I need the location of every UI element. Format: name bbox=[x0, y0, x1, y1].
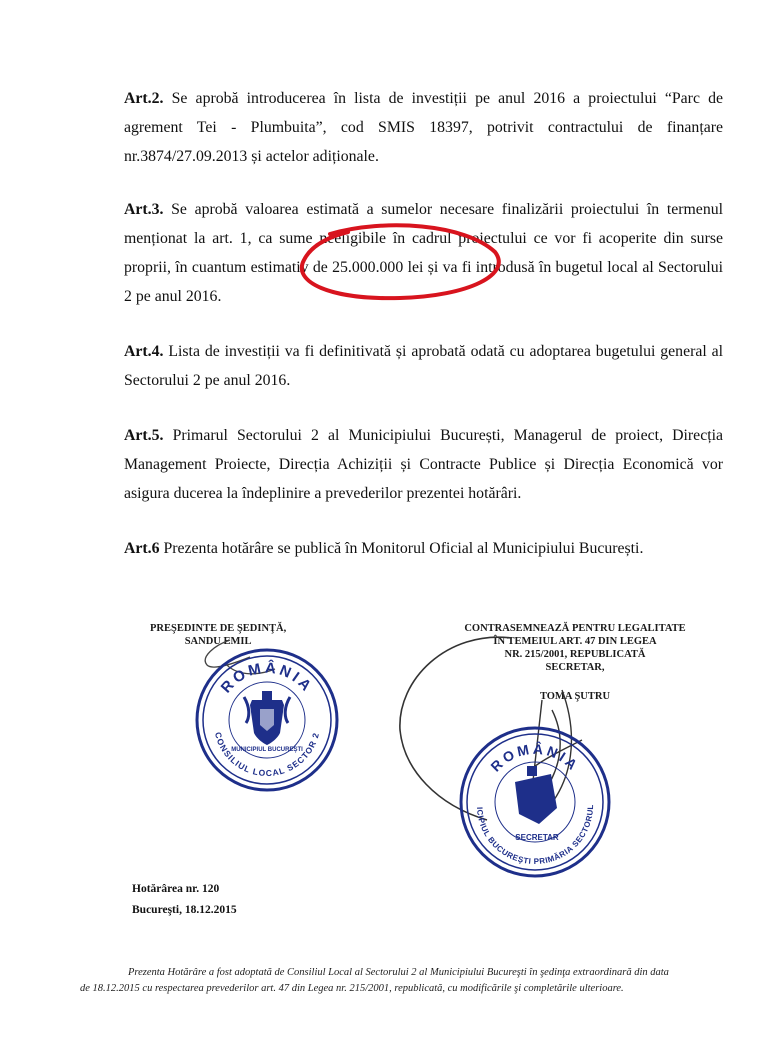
countersign-law-number: NR. 215/2001, REPUBLICATĂ bbox=[504, 649, 646, 660]
article-5 bbox=[80, 421, 723, 508]
article-number: Art.4. bbox=[124, 343, 164, 360]
decision-number: Hotărârea nr. 120 bbox=[132, 883, 220, 895]
countersign-title: CONTRASEMNEAZĂ PENTRU LEGALITATE bbox=[464, 623, 686, 634]
stamp-top-text: ROMÂNIA bbox=[487, 740, 583, 775]
stamp-inner-text: SECRETAR bbox=[515, 833, 559, 842]
right-official-stamp bbox=[451, 715, 615, 882]
article-number: Art.2. bbox=[124, 90, 164, 107]
adoption-footnote bbox=[80, 965, 760, 997]
article-text: Primarul Sectorului 2 al Municipiului București, Managerul de proiect, Direcția Management Proiecte, Direcția Achiziții și Contracte Publice și Direcția Economică vor asigura ducerea la îndeplinire a prevederilor prezentei hotărâri. bbox=[124, 427, 723, 502]
red-ellipse-annotation bbox=[290, 222, 505, 302]
footnote-line-2: de 18.12.2015 cu respectarea prevederilor art. 47 din Legea nr. 215/2001, republicată, cu modificările şi completările ulterioare. bbox=[80, 983, 624, 994]
stamp-bottom-text: CONSILIUL LOCAL SECTOR 2 bbox=[212, 730, 322, 779]
stamp-top-text: ROMÂNIA bbox=[217, 659, 317, 697]
secretary-name: TOMA ŞUTRU bbox=[539, 691, 611, 702]
article-text: Prezenta hotărâre se publică în Monitorul Oficial al Municipiului București. bbox=[159, 540, 644, 557]
countersign-law: ÎN TEMEIUL ART. 47 DIN LEGEA bbox=[493, 636, 657, 647]
article-number: Art.3. bbox=[124, 201, 164, 218]
secretary-title: SECRETAR, bbox=[545, 662, 605, 673]
president-title: PREŞEDINTE DE ŞEDINŢĂ, bbox=[150, 623, 287, 634]
decision-place-date: Bucureşti, 18.12.2015 bbox=[132, 904, 237, 916]
footnote-line-1: Prezenta Hotărâre a fost adoptată de Consiliul Local al Sectorului 2 al Municipiului Bucureşti în şedinţa extraordinară din data bbox=[128, 967, 669, 978]
article-text: Se aprobă introducerea în lista de investiții pe anul 2016 a proiectului “Parc de agrement Tei - Plumbuita”, cod SMIS 18397, potrivit contractului de finanțare nr.3874/27.09.2013 și actelor adiționale. bbox=[124, 90, 723, 165]
president-name: SANDU EMIL bbox=[184, 636, 252, 647]
article-text: Lista de investiții va fi definitivată și aprobată odată cu adoptarea bugetului general al Sectorului 2 pe anul 2016. bbox=[124, 343, 724, 389]
article-2 bbox=[80, 84, 723, 171]
article-number: Art.6 bbox=[124, 540, 160, 557]
coat-of-arms-icon bbox=[515, 766, 557, 824]
svg-text:ROMÂNIA bbox=[218, 659, 317, 697]
article-6 bbox=[80, 534, 723, 563]
stamp-inner-text: MUNICIPIUL BUCUREŞTI bbox=[231, 747, 303, 753]
article-number: Art.5. bbox=[124, 427, 164, 444]
left-official-stamp bbox=[192, 645, 342, 795]
stamp-bottom-text: MUNICIPIUL BUCUREŞTI PRIMĂRIA SECTORULUI 2 bbox=[451, 715, 596, 867]
article-4 bbox=[80, 337, 723, 395]
article-text: Se aprobă valoarea estimată a sumelor necesare finalizării proiectului în termenul menționat la art. 1, ca sume neeligibile în cadrul proiectului ce vor fi acoperite din surse proprii, în cuantum estimativ de 25.000.000 lei și va fi introdusă în bugetul local al Sectorului 2 pe anul 2016. bbox=[124, 201, 723, 305]
coat-of-arms-icon bbox=[244, 691, 290, 745]
